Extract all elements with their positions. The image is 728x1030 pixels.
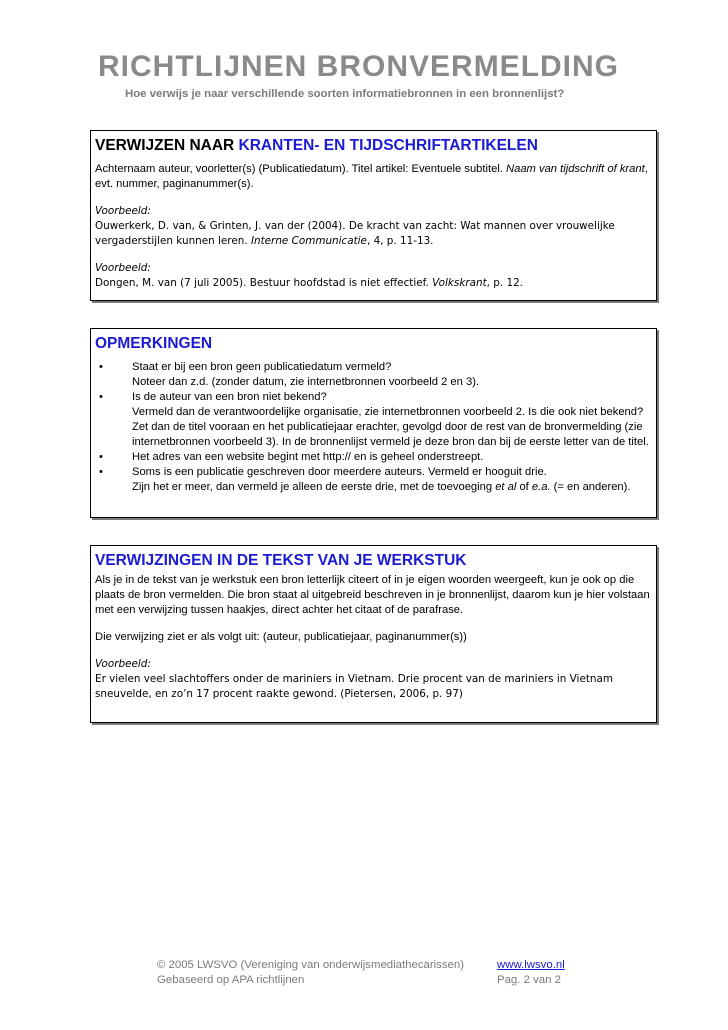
bullet-icon: • (99, 391, 103, 403)
list-item: • Staat er bij een bron geen publicatiedatum vermeld? Noteer dan z.d. (zonder datum, zie internetbronnen voorbeeld 2 en 3). (99, 361, 480, 388)
footer-line-2: Gebaseerd op APA richtlijnen Pag. 2 van 2 (157, 974, 561, 986)
paragraph: Als je in de tekst van je werkstuk een bron letterlijk citeert of in je eigen woorden weergeeft, kun je ook op die plaats de bron vermelden. Die bron staat al uitgebreid beschreven in je bronnenlijst, daarom kun je hier volstaan met een verwijzing tussen haakjes, direct achter het citaat of de parafrase. (95, 574, 650, 616)
bullet-icon: • (99, 466, 103, 478)
section-remarks (90, 328, 657, 518)
example: Voorbeeld: Er vielen veel slachtoffers onder de mariniers in Vietnam. Drie procent van de mariniers in Vietnam sneuvelde, en zo’n 17 procent raakte gewond. (Pietersen, 2006, p. 97) (95, 658, 613, 700)
example-2: Voorbeeld: Dongen, M. van (7 juli 2005). Bestuur hoofdstad is niet effectief. Volkskrant, p. 12. (95, 262, 523, 289)
bullet-icon: • (99, 451, 103, 463)
section-heading: VERWIJZINGEN IN DE TEKST VAN JE WERKSTUK (95, 552, 467, 569)
list-item: • Is de auteur van een bron niet bekend? Vermeld dan de verantwoordelijke organisatie, zie internetbronnen voorbeeld 2. Is die ook niet bekend? Zet dan de titel vooraan en het publicatiejaar erachter, gevolgd door de rest van de bronvermelding (zie internetbronnen voorbeeld 3). In de bronnenlijst vermeld je deze bron dan bij de eerste letter van de titel. (99, 391, 649, 448)
example-1: Voorbeeld: Ouwerkerk, D. van, & Grinten, J. van der (2004). De kracht van zacht: Wat mannen over vrouwelijke vergaderstijlen kunnen leren. Interne Communicatie, 4, p. 11-13. (95, 205, 615, 247)
list-item: • Het adres van een website begint met http:// en is geheel onderstreept. (99, 451, 484, 463)
section-newspaper-articles (90, 130, 657, 301)
section-heading: VERWIJZEN NAAR KRANTEN- EN TIJDSCHRIFTARTIKELEN (95, 137, 538, 154)
example-label: Voorbeeld: (95, 262, 151, 274)
list-item: • Soms is een publicatie geschreven door meerdere auteurs. Vermeld er hooguit drie. Zijn het er meer, dan vermeld je alleen de eerste drie, met de toevoeging et al of e.a. (= en anderen). (99, 466, 631, 493)
example-label: Voorbeeld: (95, 205, 151, 217)
remarks-list (95, 360, 652, 495)
section-in-text-references (90, 545, 657, 723)
website-link[interactable]: www.lwsvo.nl (497, 959, 565, 971)
citation-rule: Achternaam auteur, voorletter(s) (Publicatiedatum). Titel artikel: Eventuele subtitel. Naam van tijdschrift of krant, evt. nummer, paginanummer(s). (95, 163, 648, 190)
page-subtitle: Hoe verwijs je naar verschillende soorten informatiebronnen in een bronnenlijst? (125, 88, 565, 100)
example-label: Voorbeeld: (95, 658, 151, 670)
bullet-icon: • (99, 361, 103, 373)
page-number: Pag. 2 van 2 (497, 974, 561, 986)
page-title: RICHTLIJNEN BRONVERMELDING (98, 50, 620, 83)
paragraph: Die verwijzing ziet er als volgt uit: (auteur, publicatiejaar, paginanummer(s)) (95, 631, 467, 643)
section-heading: OPMERKINGEN (95, 335, 213, 352)
footer-line-1: © 2005 LWSVO (Vereniging van onderwijsmediathecarissen) www.lwsvo.nl (157, 959, 565, 971)
